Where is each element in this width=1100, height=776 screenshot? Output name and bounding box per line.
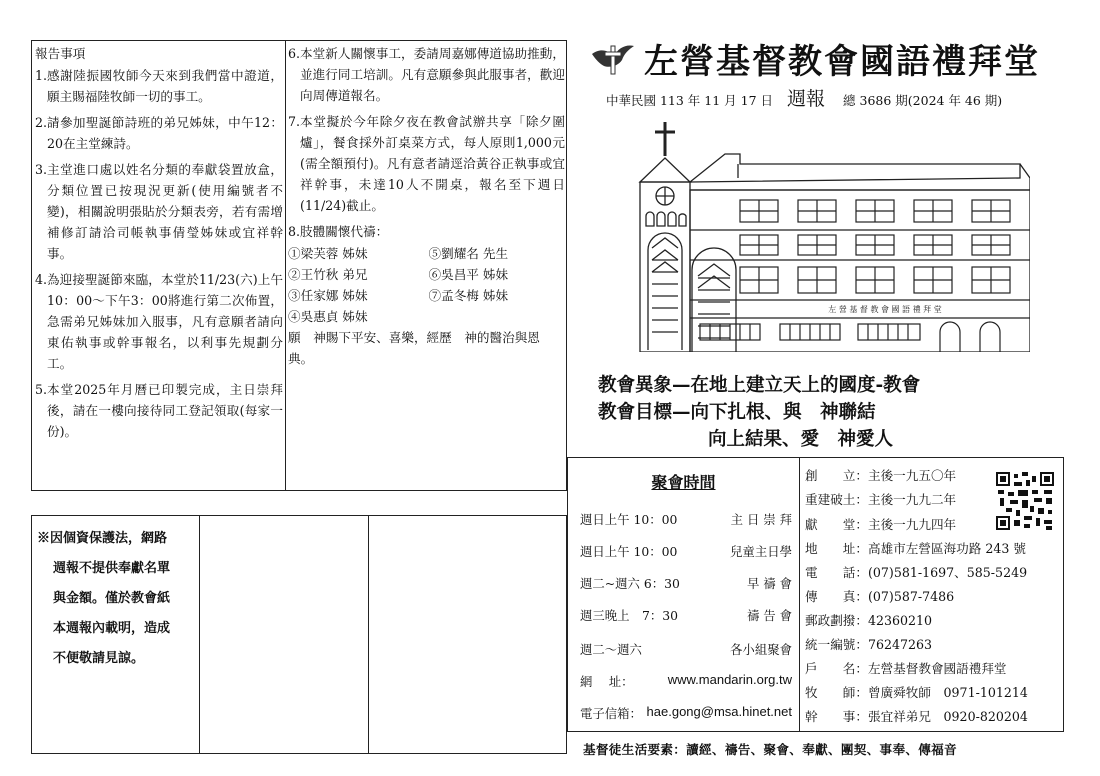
info-account-name: 戶 名：左營基督教會國語禮拜堂 — [805, 661, 1007, 676]
announcement-item: 8. 肢體關懷代禱： — [288, 224, 389, 239]
church-building-illustration — [630, 120, 1030, 352]
prayer-name: ⑦孟冬梅 姊妹 — [428, 288, 509, 303]
info-box — [567, 457, 1064, 732]
column-divider — [285, 41, 286, 490]
offering-divider — [199, 516, 200, 753]
prayer-name: ②王竹秋 弟兄 — [288, 267, 368, 282]
info-fax: 傳 真：(07)587-7486 — [805, 589, 955, 604]
announcement-item: 5. 本堂2025年月曆已印製完成，主日崇拜後，請在一樓向接待同工登記領取(每家一份)。 — [35, 382, 283, 439]
announcement-item: 3. 主堂進口處以姓名分類的奉獻袋置放盒，分類位置已按現況更新(使用編號者不變)，相關說明張貼於分類表旁，若有需增補修訂請洽司帳執事倩瑩姊妹或宜祥幹事。 — [35, 162, 283, 261]
info-tax-id: 統一編號：76247263 — [805, 637, 933, 652]
email-row: 電子信箱： hae.gong@msa.hinet.net — [580, 704, 792, 721]
issue-number: 總 3686 期(2024 年 46 期) — [843, 93, 1003, 108]
offering-divider — [368, 516, 369, 753]
announcement-item: 1. 感謝陸振國牧師今天來到我們當中證道，願主賜福陸牧師一切的事工。 — [35, 68, 283, 104]
info-address: 地 址：高雄市左營區海功路 243 號 — [805, 541, 1026, 556]
website-row: 網 址： www.mandarin.org.tw — [580, 672, 792, 689]
info-divider — [799, 458, 800, 731]
info-dedication: 獻 堂：主後一九九四年 — [805, 517, 957, 532]
info-secretary: 幹 事：張宜祥弟兄 0920-820204 — [805, 709, 1028, 724]
goal-line-2: 向上結果、愛 神愛人 — [708, 429, 894, 450]
info-postal-account: 郵政劃撥：42360210 — [805, 613, 933, 628]
meeting-row: 週二~週六 6：30 早 禱 會 — [580, 576, 792, 591]
website-link[interactable]: www.mandarin.org.tw — [667, 672, 792, 687]
email-link[interactable]: hae.gong@msa.hinet.net — [646, 704, 792, 719]
announcement-item: 4. 為迎接聖誕節來臨，本堂於11/23(六)上午10：00～下午3：00將進行第二次佈置，急需弟兄姊妹加入服事，凡有意願者請向東佑執事或幹事報名，以利事先規劃分工。 — [35, 272, 283, 371]
church-title: 左營基督教會國語禮拜堂 — [644, 41, 1040, 82]
prayer-name: ⑤劉耀名 先生 — [428, 246, 509, 261]
meeting-row: 週日上午 10：00 兒童主日學 — [580, 544, 792, 559]
offering-box — [31, 515, 567, 754]
info-rebuild: 重建破土：主後一九九二年 — [805, 492, 957, 507]
announcements-box — [31, 40, 567, 491]
weekly-label: 週報 — [787, 88, 826, 110]
bulletin-header — [590, 34, 1060, 82]
prayer-name: ④吳惠貞 姊妹 — [288, 309, 368, 324]
announcement-item: 6. 本堂新人關懷事工，委請周嘉娜傳道協助推動，並進行同工培訓。凡有意願參與此服事者，歡迎向周傳道報名。 — [288, 46, 565, 103]
meeting-row: 週三晚上 7：30 禱 告 會 — [580, 608, 792, 623]
meeting-row: 週二～週六 各小組聚會 — [580, 642, 792, 657]
privacy-notice: ※因個資保護法，網路 週報不提供奉獻名單 與金額。僅於教會紙 本週報內載明，造成 不便敬請見諒。 — [37, 531, 171, 666]
goal-line: 教會目標—向下扎根、與 神聯結 — [598, 402, 876, 423]
prayer-list — [288, 243, 565, 327]
announcements-column-left — [35, 43, 283, 447]
announcement-item: 7. 本堂擬於今年除夕夜在教會試辦共享「除夕圍爐」，餐食採外訂桌菜方式，每人原則1,000元(需全額預付)。凡有意者請逕洽黃谷正執事或宜祥幹事，未達10人不開桌，報名至下週日(11/24)截止。 — [288, 114, 565, 213]
prayer-name: ⑥吳昌平 姊妹 — [428, 267, 509, 282]
dove-cross-logo-icon — [590, 40, 636, 76]
meeting-row: 週日上午 10：00 主 日 崇 拜 — [580, 512, 792, 527]
dateline — [606, 84, 1066, 111]
announcement-item: 2. 請參加聖誕節詩班的弟兄姊妹，中午12：20在主堂練詩。 — [35, 115, 283, 151]
announcements-column-right — [288, 43, 565, 369]
info-pastor: 牧 師：曾廣舜牧師 0971-101214 — [805, 685, 1028, 700]
church-sign-text: 左 營 基 督 教 會 國 語 禮 拜 堂 — [828, 305, 942, 314]
info-founded: 創 立：主後一九五〇年 — [805, 468, 957, 483]
prayer-name: ①梁芙蓉 姊妹 — [288, 246, 368, 261]
christian-life-footer: 基督徒生活要素：讀經、禱告、聚會、奉獻、團契、事奉、傳福音 — [583, 742, 957, 757]
qr-code-icon[interactable] — [996, 472, 1054, 530]
info-phone: 電 話：(07)581-1697、585-5249 — [805, 565, 1028, 580]
bulletin-date: 中華民國 113 年 11 月 17 日 — [606, 93, 774, 108]
meeting-times-title: 聚會時間 — [651, 473, 716, 492]
prayer-name: ③任家娜 姊妹 — [288, 288, 368, 303]
vision-line: 教會異象—在地上建立天上的國度-教會 — [598, 375, 921, 396]
blessing-text: 願 神賜下平安、喜樂，經歷 神的醫治與恩典。 — [288, 330, 540, 366]
church-motto — [598, 372, 1038, 453]
announcements-title: 報告事項 — [35, 46, 86, 61]
